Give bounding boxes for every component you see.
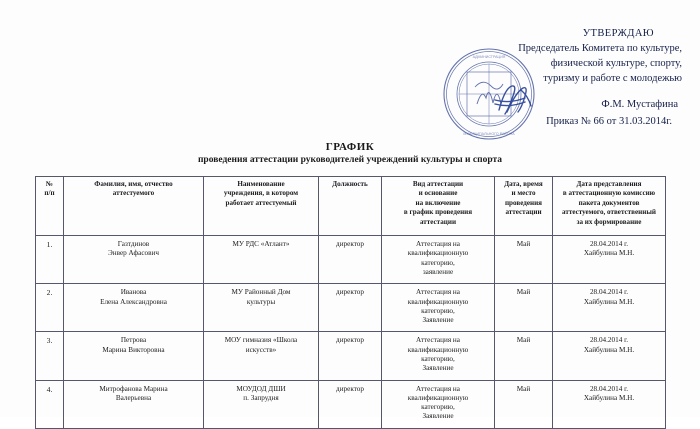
approval-block (382, 26, 682, 129)
cell-datetime: Май (495, 332, 553, 380)
cell-institution: МУ Районный Дом культуры (204, 284, 319, 332)
order-reference: Приказ № 66 от 31.03.2014г. (546, 116, 672, 127)
cell-kind: Аттестация на квалификационную категорию, Заявление (382, 332, 495, 380)
table-header-row (36, 177, 666, 236)
cell-number: 2. (36, 284, 64, 332)
table-row (36, 332, 666, 380)
cell-kind: Аттестация на квалификационную категорию, заявление (382, 236, 495, 284)
cell-number: 3. (36, 332, 64, 380)
cell-institution: МОУ гимназия «Школа искусств» (204, 332, 319, 380)
signer-name: Ф.М. Мустафина (601, 99, 678, 110)
title-block (0, 141, 700, 165)
table-row (36, 284, 666, 332)
cell-fullname: Митрофанова Марина Валерьевна (64, 380, 204, 428)
column-header-position: Должность (319, 177, 382, 236)
column-header-documents: Дата представления в аттестационную комиссию пакета документов аттестуемого, ответственный за их формирование (553, 177, 666, 236)
table-body (36, 236, 666, 429)
attestation-schedule-table (35, 176, 666, 429)
table-row (36, 236, 666, 284)
cell-position: директор (319, 236, 382, 284)
cell-datetime: Май (495, 236, 553, 284)
column-header-datetime: Дата, время и место проведения аттестации (495, 177, 553, 236)
column-header-fullname: Фамилия, имя, отчество аттестуемого (64, 177, 204, 236)
cell-institution: МОУДОД ДШИ п. Запрудня (204, 380, 319, 428)
approval-line-3: туризму и работе с молодежью (543, 73, 682, 84)
cell-documents: 28.04.2014 г. Хайбулина М.Н. (553, 284, 666, 332)
cell-datetime: Май (495, 284, 553, 332)
cell-position: директор (319, 380, 382, 428)
column-header-kind: Вид аттестации и основание на включение в график проведения аттестации (382, 177, 495, 236)
cell-kind: Аттестация на квалификационную категорию, Заявление (382, 380, 495, 428)
column-header-institution: Наименование учреждения, в котором работает аттестуемый (204, 177, 319, 236)
page-subtitle: проведения аттестации руководителей учреждений культуры и спорта (197, 155, 503, 165)
cell-fullname: Иванова Елена Александровна (64, 284, 204, 332)
cell-position: директор (319, 332, 382, 380)
cell-documents: 28.04.2014 г. Хайбулина М.Н. (553, 380, 666, 428)
column-header-number: № п/п (36, 177, 64, 236)
table-row (36, 380, 666, 428)
cell-fullname: Петрова Марина Викторовна (64, 332, 204, 380)
approval-line-2: физической культуре, спорту, (550, 58, 682, 69)
svg-text:МУНИЦИПАЛЬНОГО РАЙОНА: МУНИЦИПАЛЬНОГО РАЙОНА (463, 132, 515, 136)
cell-documents: 28.04.2014 г. Хайбулина М.Н. (553, 236, 666, 284)
cell-fullname: Газтдинов Энвер Афасович (64, 236, 204, 284)
cell-number: 4. (36, 380, 64, 428)
approval-line-1: Председатель Комитета по культуре, (518, 43, 682, 54)
cell-position: директор (319, 284, 382, 332)
cell-documents: 28.04.2014 г. Хайбулина М.Н. (553, 332, 666, 380)
cell-kind: Аттестация на квалификационную категорию, Заявление (382, 284, 495, 332)
approval-heading: УТВЕРЖДАЮ (582, 28, 654, 39)
svg-text:АДМИНИСТРАЦИЯ: АДМИНИСТРАЦИЯ (472, 55, 506, 59)
cell-institution: МУ РДС «Атлант» (204, 236, 319, 284)
cell-datetime: Май (495, 380, 553, 428)
page-title: ГРАФИК (325, 141, 375, 153)
cell-number: 1. (36, 236, 64, 284)
